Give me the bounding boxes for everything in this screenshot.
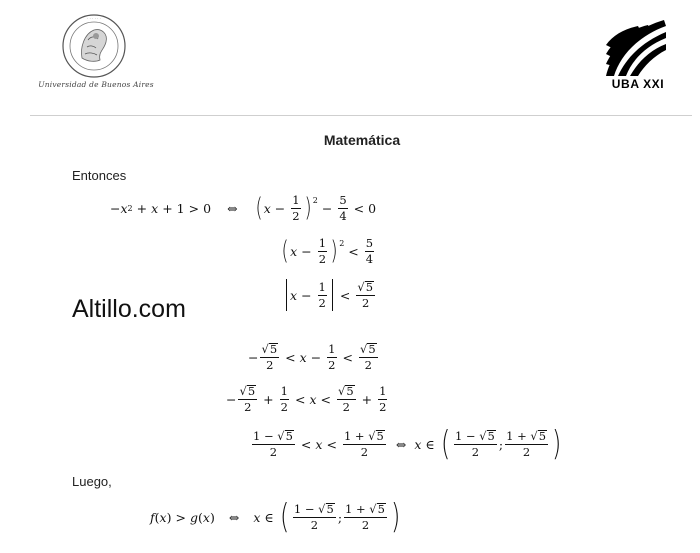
equation-line-4: − $\frac{√5}{2}$ < x − $\frac{1}{2}$ < $\frac{√5}{2}$ bbox=[248, 342, 376, 372]
equation-line-1: − x 2 + x + 1 > 0 ⇔ ( x − $\frac{1}{2}$ ) $^2$ − $\frac{5}{4}$ < 0 bbox=[110, 193, 377, 224]
seal-caption: Universidad de Buenos Aires bbox=[38, 80, 154, 89]
uba-xxi-logo-text: UBA XXI bbox=[611, 77, 665, 91]
header-divider bbox=[30, 115, 692, 116]
paragraph-entonces: Entonces bbox=[72, 168, 127, 183]
paragraph-luego: Luego, bbox=[72, 474, 112, 489]
equation-line-6: $\frac{1 - √5}{2}$ < x < $\frac{1 + √5}{2}$ ⇔ x ∈ ( $\frac{1 - √5}{2}$ ; $\frac{1 + √5}{2}$ ) bbox=[253, 424, 562, 464]
page-title: Matemática bbox=[323, 132, 401, 148]
equation-line-7: f ( x ) > g ( x ) ⇔ x ∈ ( $\frac{1 - √5}{2}$ ; $\frac{1 + √5}{2}$ ) bbox=[150, 497, 401, 537]
svg-text:· · · · · ·: · · · · · · bbox=[87, 16, 101, 21]
equation-line-3: x − $\frac{1}{2}$ < $\frac{√5}{2}$ bbox=[283, 279, 377, 311]
watermark-text: Altillo.com bbox=[72, 295, 186, 323]
university-seal-icon bbox=[58, 12, 130, 80]
equation-line-2: ( x − $\frac{1}{2}$ ) $^2$ < $\frac{5}{4}$ bbox=[281, 236, 374, 267]
equation-line-5: − $\frac{√5}{2}$ + $\frac{1}{2}$ < x < $\frac{√5}{2}$ + $\frac{1}{2}$ bbox=[226, 384, 387, 414]
uba-xxi-logo-icon bbox=[604, 18, 668, 78]
